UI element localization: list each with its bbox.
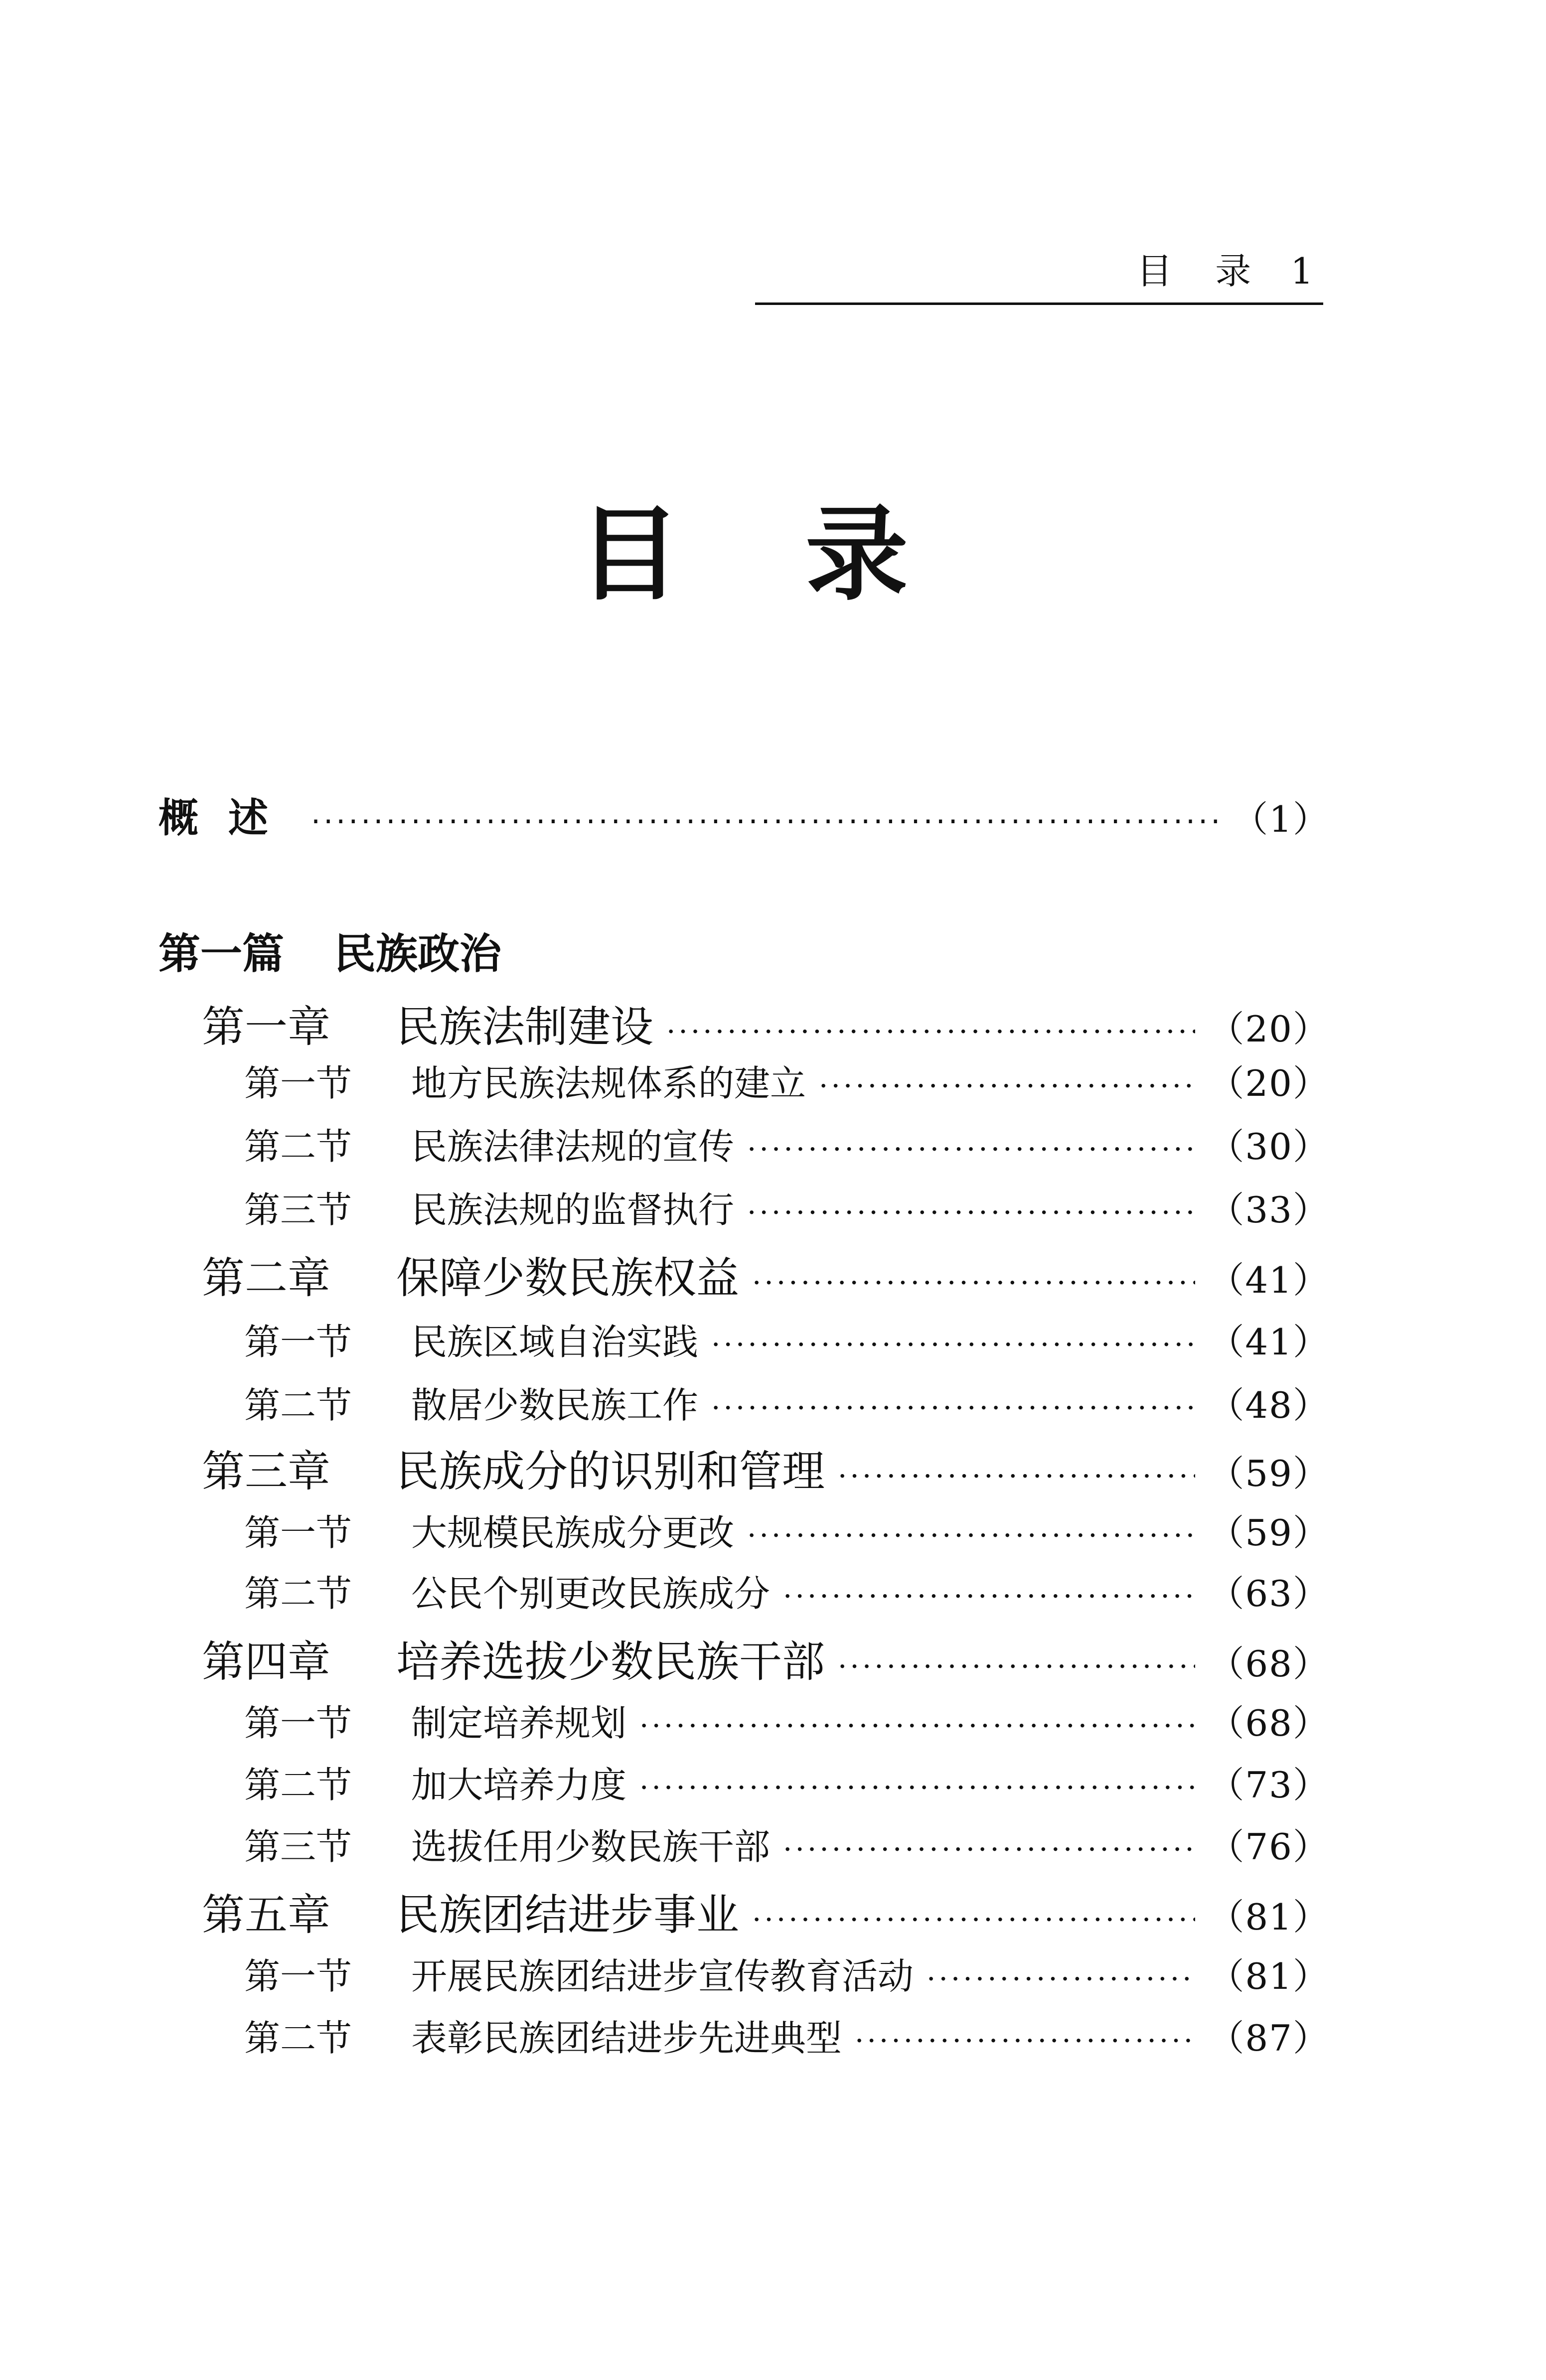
- toc-section[interactable]: [244, 1062, 1330, 1104]
- section-number: 第一节: [244, 1512, 352, 1554]
- section-title: 民族区域自治实践: [411, 1321, 699, 1363]
- section-title: 民族法律法规的宣传: [411, 1126, 735, 1168]
- section-page: （20）: [1208, 1062, 1330, 1104]
- section-title: 大规模民族成分更改: [411, 1512, 735, 1554]
- toc-chapter[interactable]: [202, 1637, 1330, 1687]
- section-title: 选拔任用少数民族干部: [411, 1826, 771, 1868]
- section-page: （63）: [1208, 1573, 1330, 1615]
- dot-leader: [666, 1017, 1195, 1046]
- dot-leader: [747, 1521, 1195, 1550]
- section-number: 第二节: [244, 1764, 352, 1806]
- section-number: 第二节: [244, 1573, 352, 1615]
- toc-section[interactable]: [244, 1955, 1330, 1997]
- chapter-number: 第五章: [202, 1890, 330, 1940]
- chapter-title: 民族成分的识别和管理: [396, 1447, 825, 1496]
- dot-leader: [711, 1330, 1195, 1359]
- chapter-number: 第二章: [202, 1253, 330, 1303]
- toc-section[interactable]: [244, 1126, 1330, 1168]
- toc-entry-title: 概述: [158, 795, 298, 841]
- section-title: 加大培养力度: [411, 1764, 627, 1806]
- section-title: 表彰民族团结进步先进典型: [411, 2017, 842, 2059]
- toc-section[interactable]: [244, 1702, 1330, 1744]
- chapter-title: 保障少数民族权益: [396, 1253, 739, 1303]
- dot-leader: [838, 1462, 1195, 1490]
- toc-chapter[interactable]: [202, 1447, 1330, 1496]
- section-title: 地方民族法规体系的建立: [411, 1062, 806, 1104]
- toc-section[interactable]: [244, 1321, 1330, 1363]
- section-page: （48）: [1208, 1384, 1330, 1426]
- section-page: （41）: [1208, 1321, 1330, 1363]
- section-title: 民族法规的监督执行: [411, 1189, 735, 1231]
- toc-section[interactable]: [244, 2017, 1330, 2059]
- toc-chapter[interactable]: [202, 1002, 1330, 1052]
- running-header-text: [1136, 250, 1313, 292]
- section-page: （87）: [1208, 2017, 1330, 2059]
- dot-leader: [855, 2026, 1195, 2055]
- toc-section[interactable]: [244, 1384, 1330, 1426]
- section-number: 第二节: [244, 1126, 352, 1168]
- dot-leader: [747, 1135, 1195, 1164]
- toc-section[interactable]: [244, 1573, 1330, 1615]
- toc-section[interactable]: [244, 1512, 1330, 1554]
- dot-leader: [783, 1582, 1195, 1611]
- chapter-page: （59）: [1208, 1453, 1330, 1494]
- part-heading[interactable]: [158, 929, 502, 978]
- dot-leader: [311, 807, 1219, 837]
- section-title: 散居少数民族工作: [411, 1384, 699, 1426]
- section-number: 第一节: [244, 1321, 352, 1363]
- section-number: 第二节: [244, 1384, 352, 1426]
- chapter-title: 民族团结进步事业: [396, 1890, 739, 1940]
- dot-leader: [752, 1268, 1195, 1297]
- chapter-page: （81）: [1208, 1896, 1330, 1938]
- section-page: （68）: [1208, 1702, 1330, 1744]
- part-title: 民族政治: [334, 929, 502, 978]
- dot-leader: [747, 1198, 1195, 1227]
- section-page: （59）: [1208, 1512, 1330, 1554]
- section-number: 第二节: [244, 2017, 352, 2059]
- dot-leader: [752, 1905, 1195, 1934]
- chapter-page: （68）: [1208, 1643, 1330, 1685]
- running-header-page-number: 1: [1290, 250, 1313, 292]
- toc-entry-page: （1）: [1232, 798, 1330, 840]
- chapter-title: 民族法制建设: [396, 1002, 653, 1052]
- chapter-number: 第四章: [202, 1637, 330, 1687]
- dot-leader: [838, 1652, 1195, 1681]
- dot-leader: [711, 1393, 1195, 1422]
- toc-section[interactable]: [244, 1764, 1330, 1806]
- chapter-number: 第一章: [202, 1002, 330, 1052]
- chapter-page: （41）: [1208, 1259, 1330, 1301]
- section-number: 第一节: [244, 1702, 352, 1744]
- section-title: 公民个别更改民族成分: [411, 1573, 771, 1615]
- section-page: （33）: [1208, 1189, 1330, 1231]
- dot-leader: [927, 1964, 1195, 1993]
- toc-section[interactable]: [244, 1189, 1330, 1231]
- section-number: 第三节: [244, 1189, 352, 1231]
- toc-chapter[interactable]: [202, 1890, 1330, 1940]
- section-title: 开展民族团结进步宣传教育活动: [411, 1955, 914, 1997]
- toc-chapter[interactable]: [202, 1253, 1330, 1303]
- dot-leader: [783, 1835, 1195, 1864]
- chapter-page: （20）: [1208, 1008, 1330, 1050]
- running-header: [755, 243, 1323, 305]
- toc-entry-overview[interactable]: [158, 795, 1330, 841]
- dot-leader: [639, 1711, 1195, 1740]
- page-title: 目录: [578, 495, 1033, 614]
- dot-leader: [819, 1071, 1195, 1100]
- section-page: （76）: [1208, 1826, 1330, 1868]
- part-number: 第一篇: [158, 929, 285, 978]
- toc-section[interactable]: [244, 1826, 1330, 1868]
- section-number: 第一节: [244, 1955, 352, 1997]
- section-page: （81）: [1208, 1955, 1330, 1997]
- section-number: 第一节: [244, 1062, 352, 1104]
- section-page: （30）: [1208, 1126, 1330, 1168]
- section-page: （73）: [1208, 1764, 1330, 1806]
- chapter-number: 第三章: [202, 1447, 330, 1496]
- running-header-title: 目录: [1136, 250, 1294, 292]
- dot-leader: [639, 1773, 1195, 1802]
- section-title: 制定培养规划: [411, 1702, 627, 1744]
- chapter-title: 培养选拔少数民族干部: [396, 1637, 825, 1687]
- section-number: 第三节: [244, 1826, 352, 1868]
